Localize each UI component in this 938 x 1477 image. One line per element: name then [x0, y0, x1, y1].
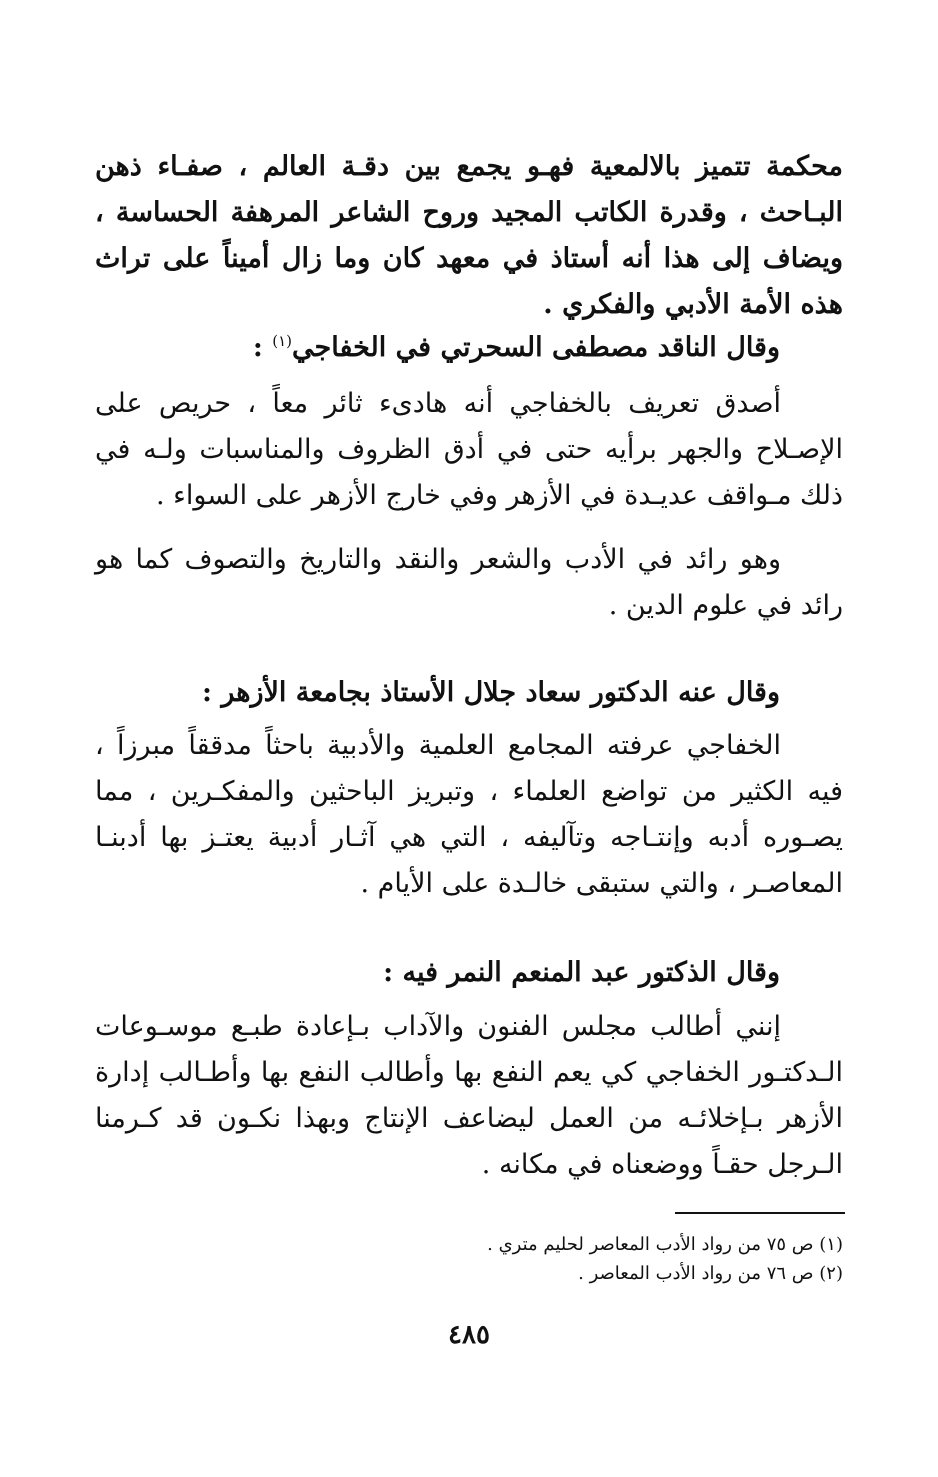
- quote-paragraph-sahrati-2: وهو رائد في الأدب والشعر والنقد والتاريخ والتصوف كما هو رائد في علوم الدين .: [95, 544, 843, 621]
- page-number: ٤٨٥: [448, 1320, 490, 1350]
- quote-heading-sahrati-colon: :: [252, 332, 273, 363]
- quote-heading-sahrati-text: وقال الناقد مصطفى السحرتي في الخفاجي: [292, 332, 780, 363]
- quote-paragraph-saad-jalal: الخفاجي عرفته المجامع العلمية والأدبية باحثاً مدققاً مبرزاً ، فيه الكثير من تواضع العلماء ، وتبريز الباحثين والمفكـرين ، مما يصـوره أدبه وإنتـاجه وتآليفه ، التي هي آثـار أدبية يعتـز بها أدبنـا المعاصـر ، والتي ستبقى خالـدة على الأيام .: [95, 730, 843, 899]
- quote-heading-saad-jalal: وقال عنه الدكتور سعاد جلال الأستاذ بجامعة الأزهر :: [201, 677, 780, 708]
- quote-paragraph-sahrati: أصدق تعريف بالخفاجي أنه هادىء ثائر معاً ، حريص على الإصـلاح والجهر برأيه حتى في أدق الظروف والمناسبات ولـه في ذلك مـواقف عديـدة في الأزهر وفي خارج الأزهر على السواء .: [95, 388, 843, 511]
- quote-heading-nimr: وقال الذكتور عبد المنعم النمر فيه :: [383, 957, 780, 988]
- footnotes: [343, 1230, 843, 1288]
- footnote-1: (١) ص ٧٥ من رواد الأدب المعاصر لحليم متري .: [487, 1234, 843, 1255]
- footnote-separator: [675, 1212, 845, 1214]
- footnote-2: (٢) ص ٧٦ من رواد الأدب المعاصر .: [578, 1263, 843, 1284]
- footnote-ref-1: (١): [272, 332, 293, 350]
- quote-heading-sahrati: [90, 325, 780, 371]
- quote-paragraph-nimr: إنني أطالب مجلس الفنون والآداب بـإعادة طبـع موسـوعات الـدكتـور الخفاجي كي يعم النفع بها وأطالب النفع بها وأطـالب إدارة الأزهر بـإخلائـه من العمل ليضاعف الإنتاج وبهذا نكـون قد كـرمنا الـرجل حقـاً ووضعناه في مكانه .: [95, 1011, 843, 1180]
- paragraph-continuation: محكمة تتميز بالالمعية فهـو يجمع بين دقـة العالم ، صفـاء ذهن البـاحث ، وقدرة الكاتب المجيد وروح الشاعر المرهفة الحساسة ، ويضاف إلى هذا أنه أستاذ في معهد كان وما زال أميناً على تراث هذه الأمة الأدبي والفكري .: [95, 151, 843, 320]
